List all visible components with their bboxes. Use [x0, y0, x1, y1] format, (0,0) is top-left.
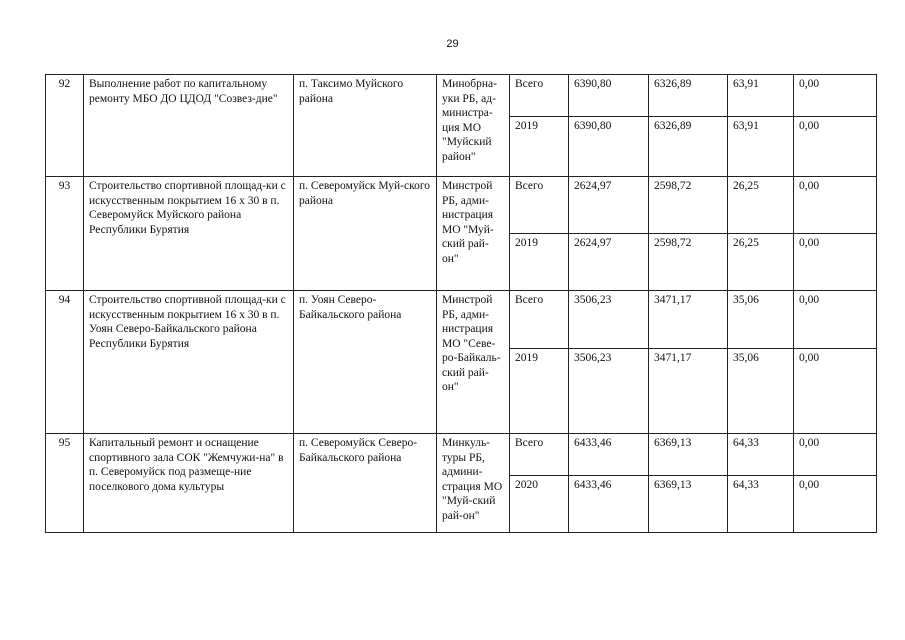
- amount-cell: 64,33: [728, 476, 794, 533]
- total-cell: 3506,23: [569, 349, 649, 434]
- period-cell: 2019: [510, 349, 569, 434]
- total-cell: 2624,97: [569, 234, 649, 291]
- amount-cell: 0,00: [794, 177, 877, 234]
- page-number: 29: [446, 38, 459, 50]
- period-cell: 2020: [510, 476, 569, 533]
- project-location: п. Северомуйск Северо-Байкальского района: [294, 434, 437, 533]
- project-location: п. Северомуйск Муй-ского района: [294, 177, 437, 291]
- period-cell: Всего: [510, 75, 569, 117]
- amount-cell: 35,06: [728, 291, 794, 349]
- period-cell: 2019: [510, 117, 569, 177]
- amount-cell: 0,00: [794, 476, 877, 533]
- amount-cell: 6326,89: [649, 75, 728, 117]
- program-table: [45, 74, 877, 533]
- responsible-body: Минстрой РБ, адми-нистрация МО "Севе-ро-Байкаль-ский рай-он": [437, 291, 510, 434]
- amount-cell: 26,25: [728, 177, 794, 234]
- amount-cell: 63,91: [728, 75, 794, 117]
- amount-cell: 64,33: [728, 434, 794, 476]
- project-location: п. Таксимо Муйского района: [294, 75, 437, 177]
- amount-cell: 2598,72: [649, 234, 728, 291]
- amount-cell: 6326,89: [649, 117, 728, 177]
- project-location: п. Уоян Северо-Байкальского района: [294, 291, 437, 434]
- amount-cell: 6369,13: [649, 476, 728, 533]
- row-number: 95: [46, 434, 84, 533]
- amount-cell: 0,00: [794, 434, 877, 476]
- project-name: Строительство спортивной площад-ки с искусственным покрытием 16 х 30 в п. Уоян Северо-Байкальского района Республики Бурятия: [84, 291, 294, 434]
- responsible-body: Минобрна-уки РБ, ад-министра-ция МО "Муйский район": [437, 75, 510, 177]
- project-name: Выполнение работ по капитальному ремонту МБО ДО ЦДОД "Созвез-дие": [84, 75, 294, 177]
- amount-cell: 0,00: [794, 291, 877, 349]
- amount-cell: 6369,13: [649, 434, 728, 476]
- total-cell: 3506,23: [569, 291, 649, 349]
- amount-cell: 3471,17: [649, 291, 728, 349]
- table-row: [46, 75, 877, 117]
- amount-cell: 35,06: [728, 349, 794, 434]
- table-row: [46, 177, 877, 234]
- table-row: [46, 291, 877, 349]
- amount-cell: 0,00: [794, 117, 877, 177]
- project-name: Строительство спортивной площад-ки с искусственным покрытием 16 х 30 в п. Северомуйск Муйского района Республики Бурятия: [84, 177, 294, 291]
- amount-cell: 2598,72: [649, 177, 728, 234]
- project-name: Капитальный ремонт и оснащение спортивного зала СОК "Жемчужи-на" в п. Северомуйск под размеще-ние поселкового дома культуры: [84, 434, 294, 533]
- total-cell: 6390,80: [569, 117, 649, 177]
- period-cell: Всего: [510, 291, 569, 349]
- total-cell: 6390,80: [569, 75, 649, 117]
- amount-cell: 0,00: [794, 234, 877, 291]
- responsible-body: Минстрой РБ, адми-нистрация МО "Муй-ский рай-он": [437, 177, 510, 291]
- amount-cell: 3471,17: [649, 349, 728, 434]
- total-cell: 6433,46: [569, 434, 649, 476]
- total-cell: 2624,97: [569, 177, 649, 234]
- period-cell: Всего: [510, 177, 569, 234]
- responsible-body: Минкуль-туры РБ, админи-страция МО "Муй-ский рай-он": [437, 434, 510, 533]
- total-cell: 6433,46: [569, 476, 649, 533]
- period-cell: 2019: [510, 234, 569, 291]
- amount-cell: 26,25: [728, 234, 794, 291]
- table-row: [46, 434, 877, 476]
- amount-cell: 0,00: [794, 75, 877, 117]
- row-number: 94: [46, 291, 84, 434]
- amount-cell: 0,00: [794, 349, 877, 434]
- row-number: 92: [46, 75, 84, 177]
- amount-cell: 63,91: [728, 117, 794, 177]
- row-number: 93: [46, 177, 84, 291]
- period-cell: Всего: [510, 434, 569, 476]
